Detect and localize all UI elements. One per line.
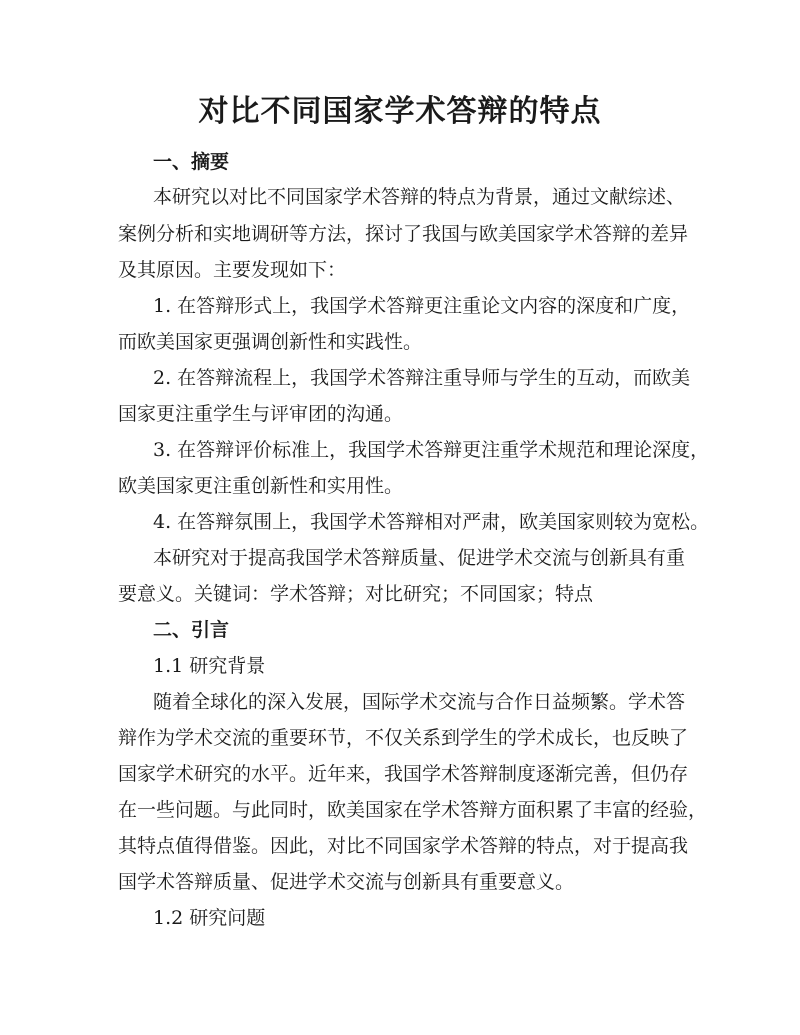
background-line: 国学术答辩质量、促进学术交流与创新具有重要意义。	[118, 871, 575, 893]
intro-heading: 二、引言	[153, 619, 230, 641]
finding-3-line-1: 3. 在答辩评价标准上，我国学术答辩更注重学术规范和理论深度，	[153, 439, 710, 461]
abstract-line: 案例分析和实地调研等方法，探讨了我国与欧美国家学术答辩的差异	[118, 223, 689, 245]
background-line: 在一些问题。与此同时，欧美国家在学术答辩方面积累了丰富的经验，	[118, 799, 708, 821]
background-line: 随着全球化的深入发展，国际学术交流与合作日益频繁。学术答	[153, 691, 686, 713]
background-line: 国家学术研究的水平。近年来，我国学术答辩制度逐渐完善，但仍存	[118, 763, 689, 785]
finding-2-line-2: 国家更注重学生与评审团的沟通。	[118, 403, 404, 425]
abstract-line: 及其原因。主要发现如下：	[118, 259, 347, 281]
finding-3-line-2: 欧美国家更注重创新性和实用性。	[118, 475, 404, 497]
subsection-heading: 1.2 研究问题	[153, 907, 266, 929]
finding-2-line-1: 2. 在答辩流程上，我国学术答辩注重导师与学生的互动，而欧美	[153, 367, 691, 389]
conclusion-line: 本研究对于提高我国学术答辩质量、促进学术交流与创新具有重	[153, 547, 686, 569]
finding-1-line-2: 而欧美国家更强调创新性和实践性。	[118, 331, 423, 353]
background-line: 其特点值得借鉴。因此，对比不同国家学术答辩的特点，对于提高我	[118, 835, 689, 857]
finding-1-line-1: 1. 在答辩形式上，我国学术答辩更注重论文内容的深度和广度，	[153, 295, 691, 317]
finding-4-line-1: 4. 在答辩氛围上，我国学术答辩相对严肃，欧美国家则较为宽松。	[153, 511, 710, 533]
keywords-line: 要意义。关键词：学术答辩；对比研究；不同国家；特点	[118, 583, 594, 605]
subsection-heading: 1.1 研究背景	[153, 655, 266, 677]
background-line: 辩作为学术交流的重要环节，不仅关系到学生的学术成长，也反映了	[118, 727, 689, 749]
document-title: 对比不同国家学术答辩的特点	[198, 94, 602, 129]
abstract-heading: 一、摘要	[153, 151, 230, 173]
abstract-line: 本研究以对比不同国家学术答辩的特点为背景，通过文献综述、	[153, 186, 686, 208]
